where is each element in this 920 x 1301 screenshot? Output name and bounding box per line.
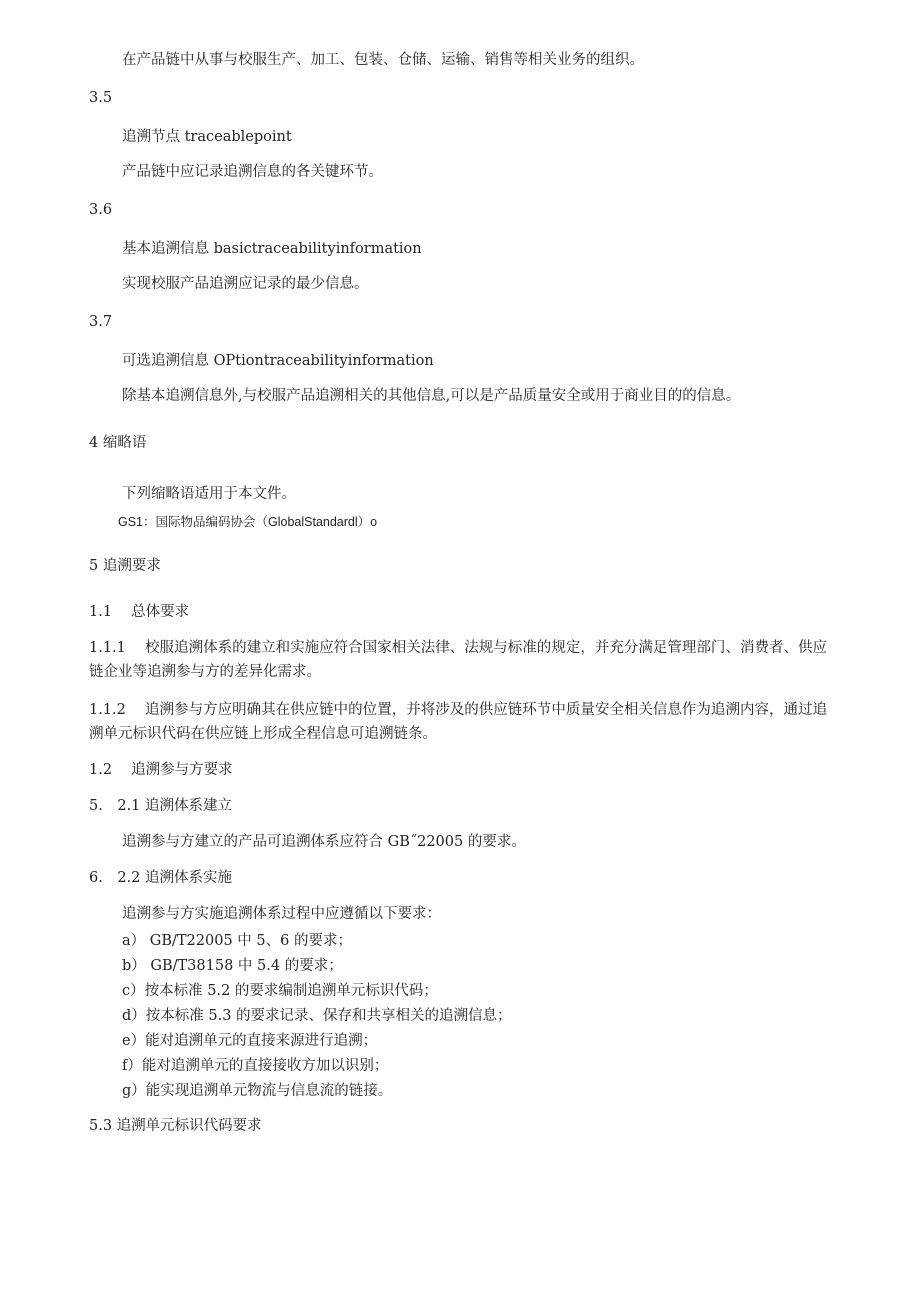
clause-3-6-number: 3.6 bbox=[89, 202, 113, 218]
list-item-f: f）能对追溯单元的直接接收方加以识别； bbox=[122, 1058, 389, 1074]
list-item-b: b） GB/T38158 中 5.4 的要求； bbox=[122, 958, 343, 974]
list-item-a: a） GB/T22005 中 5、6 的要求； bbox=[122, 933, 352, 949]
clause-5-2-1-title: 5. 2.1 追溯体系建立 bbox=[89, 798, 233, 814]
term-option-info: 可选追溯信息 OPtiontraceabilityinformation bbox=[122, 353, 434, 369]
section-4-intro: 下列缩略语适用于本文件。 bbox=[122, 486, 296, 502]
term-traceable-point-definition: 产品链中应记录追溯信息的各关键环节。 bbox=[122, 164, 383, 180]
clause-6-2-2-title: 6. 2.2 追溯体系实施 bbox=[89, 870, 233, 886]
term-traceable-point: 追溯节点 traceablepoint bbox=[122, 129, 292, 145]
list-item-c: c）按本标准 5.2 的要求编制追溯单元标识代码； bbox=[122, 983, 438, 999]
term-basic-info-definition: 实现校服产品追溯应记录的最少信息。 bbox=[122, 276, 369, 292]
term-basic-info: 基本追溯信息 basictraceabilityinformation bbox=[122, 241, 422, 257]
clause-3-7-number: 3.7 bbox=[89, 314, 113, 330]
org-definition: 在产品链中从事与校服生产、加工、包装、仓储、运输、销售等相关业务的组织。 bbox=[122, 52, 644, 68]
clause-1-1-2-text: 1.1.2 追溯参与方应明确其在供应链中的位置，并将涉及的供应链环节中质量安全相关信息作为追溯内容，通过追溯单元标识代码在供应链上形成全程信息可追溯链条。 bbox=[89, 702, 827, 742]
list-item-g: g）能实现追溯单元物流与信息流的链接。 bbox=[122, 1083, 393, 1099]
section-5-3-title: 5.3 追溯单元标识代码要求 bbox=[89, 1118, 262, 1134]
list-item-d: d）按本标准 5.3 的要求记录、保存和共享相关的追溯信息； bbox=[122, 1008, 512, 1024]
clause-1-1-1-text: 1.1.1 校服追溯体系的建立和实施应符合国家相关法律、法规与标准的规定，并充分满足管理部门、消费者、供应链企业等追溯参与方的差异化需求。 bbox=[89, 640, 827, 680]
section-4-title: 4 缩略语 bbox=[89, 435, 147, 451]
clause-3-5-number: 3.5 bbox=[89, 90, 113, 106]
section-5-title: 5 追溯要求 bbox=[89, 558, 161, 574]
clause-6-2-2-text: 追溯参与方实施追溯体系过程中应遵循以下要求： bbox=[122, 906, 441, 922]
list-item-e: e）能对追溯单元的直接来源进行追溯； bbox=[122, 1033, 378, 1049]
abbreviation-gs1: GS1：国际物品编码协会（GlobalStandardl）o bbox=[118, 515, 378, 529]
clause-1-2-title: 1.2 追溯参与方要求 bbox=[89, 762, 233, 778]
term-option-info-definition: 除基本追溯信息外,与校服产品追溯相关的其他信息,可以是产品质量安全或用于商业目的的信息。 bbox=[122, 388, 741, 404]
clause-1-1-title: 1.1 总体要求 bbox=[89, 604, 190, 620]
clause-5-2-1-text: 追溯参与方建立的产品可追溯体系应符合 GB˝22005 的要求。 bbox=[122, 834, 526, 850]
